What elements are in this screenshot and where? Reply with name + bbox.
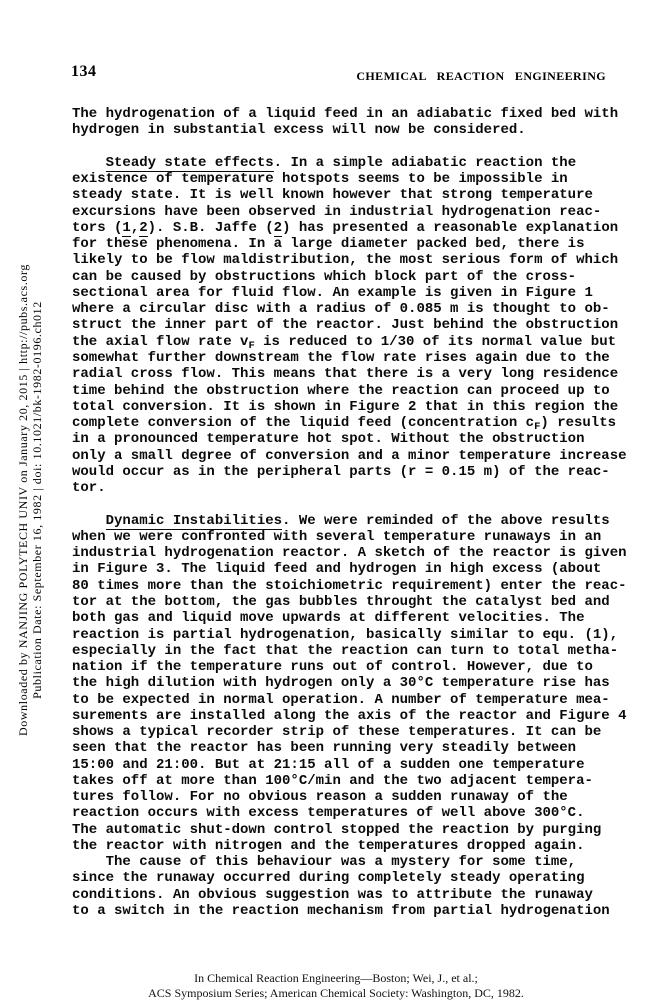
text-line: The automatic shut-down control stopped the reaction by purging: [72, 821, 602, 838]
text-line: when we were confronted with several temperature runaways in an: [72, 528, 602, 545]
sidebar-download-line: Downloaded by NANJING POLYTECH UNIV on January 20, 2015 | http://pubs.acs.org: [16, 264, 30, 736]
text-line: especially in the fact that the reaction can turn to total metha-: [72, 642, 619, 659]
text-line: for these phenomena. In a large diameter packed bed, there is: [72, 236, 585, 253]
text-line: where a circular disc with a radius of 0.085 m is thought to ob-: [72, 301, 610, 318]
text-line: to be expected in normal operation. A number of temperature mea-: [72, 691, 610, 708]
text-line: radial cross flow. This means that there is a very long residence: [72, 366, 619, 383]
text-line: tor.: [72, 480, 106, 497]
text-line: The cause of this behaviour was a mystery for some time,: [72, 854, 577, 871]
page-number: 134: [71, 63, 97, 80]
text-line: The hydrogenation of a liquid feed in an adiabatic fixed bed with: [72, 106, 619, 122]
text-line: nation if the temperature runs out of control. However, due to: [72, 659, 593, 676]
text-line: hydrogen in substantial excess will now be considered.: [72, 122, 526, 139]
text-line: reaction occurs with excess temperatures of well above 300°C.: [72, 805, 585, 822]
text-line: tor at the bottom, the gas bubbles throught the catalyst bed and: [72, 593, 610, 610]
text-line: existence of temperature hotspots seems to be impossible in: [72, 171, 568, 188]
text-line: steady state. It is well known however that strong temperature: [72, 187, 593, 204]
sidebar-citation: [16, 240, 44, 760]
text-line: somewhat further downstream the flow rate rises again due to the: [72, 349, 610, 366]
text-line: total conversion. It is shown in Figure 2 that in this region the: [72, 398, 619, 415]
text-line: struct the inner part of the reactor. Just behind the obstruction: [72, 317, 619, 334]
text-line: excursions have been observed in industrial hydrogenation reac-: [72, 203, 602, 220]
text-line: reaction is partial hydrogenation, basically similar to equ. (1),: [72, 626, 619, 643]
text-line: tures follow. For no obvious reason a sudden runaway of the: [72, 789, 568, 806]
text-line: seen that the reactor has been running very steadily between: [72, 740, 577, 757]
text-line: the axial flow rate $v_F$ is reduced to 1/30 of its normal value but: [72, 333, 617, 352]
text-line: takes off at more than 100°C/min and the two adjacent tempera-: [72, 772, 593, 789]
text-line: the reactor with nitrogen and the temperatures dropped again.: [72, 837, 585, 854]
footer-citation: [0, 971, 672, 1000]
text-line: sectional area for fluid flow. An example is given in Figure 1: [72, 284, 593, 301]
text-line: since the runaway occurred during completely steady operating: [72, 870, 585, 887]
text-line: in a pronounced temperature hot spot. Without the obstruction: [72, 431, 585, 448]
text-line: complete conversion of the liquid feed (concentration $c_F$) results: [72, 415, 617, 434]
running-head: CHEMICAL REACTION ENGINEERING: [356, 69, 606, 83]
text-line: both gas and liquid move upwards at different velocities. The: [72, 610, 585, 627]
text-line: Steady state effects. In a simple adiabatic reaction the: [105, 154, 577, 171]
text-line: to a switch in the reaction mechanism from partial hydrogenation: [72, 903, 610, 920]
text-line: surements are installed along the axis of the reactor and Figure 4: [72, 707, 627, 724]
text-line: industrial hydrogenation reactor. A sketch of the reactor is given: [72, 545, 627, 562]
text-line: [72, 139, 627, 155]
body-text: [72, 106, 627, 919]
text-line: 15:00 and 21:00. But at 21:15 all of a sudden one temperature: [72, 756, 585, 773]
text-line: the high dilution with hydrogen only a 30°C temperature rise has: [72, 675, 610, 692]
text-line: Dynamic Instabilities. We were reminded of the above results: [105, 512, 610, 529]
text-line: conditions. An obvious suggestion was to attribute the runaway: [72, 886, 593, 903]
sidebar-publication-line: Publication Date: September 16, 1982 | doi: 10.1021/bk-1982-0196.ch012: [30, 301, 44, 699]
text-line: tors (1,2). S.B. Jaffe (2) has presented a reasonable explanation: [72, 219, 619, 236]
text-line: likely to be flow maldistribution, the most serious form of which: [72, 252, 619, 269]
text-line: would occur as in the peripheral parts (r = 0.15 m) of the reac-: [72, 463, 610, 480]
text-line: time behind the obstruction where the reaction can proceed up to: [72, 382, 610, 399]
text-line: [72, 496, 627, 512]
footer-citation-line-1: In Chemical Reaction Engineering—Boston; Wei, J., et al.;: [194, 971, 478, 985]
text-line: 80 times more than the stoichiometric requirement) enter the reac-: [72, 577, 627, 594]
text-line: can be caused by obstructions which block part of the cross-: [72, 268, 577, 285]
text-line: in Figure 3. The liquid feed and hydrogen in high excess (about: [72, 561, 602, 578]
text-line: shows a typical recorder strip of these temperatures. It can be: [72, 724, 602, 741]
footer-citation-line-2: ACS Symposium Series; American Chemical Society: Washington, DC, 1982.: [148, 985, 524, 1000]
text-line: only a small degree of conversion and a minor temperature increase: [72, 447, 627, 464]
